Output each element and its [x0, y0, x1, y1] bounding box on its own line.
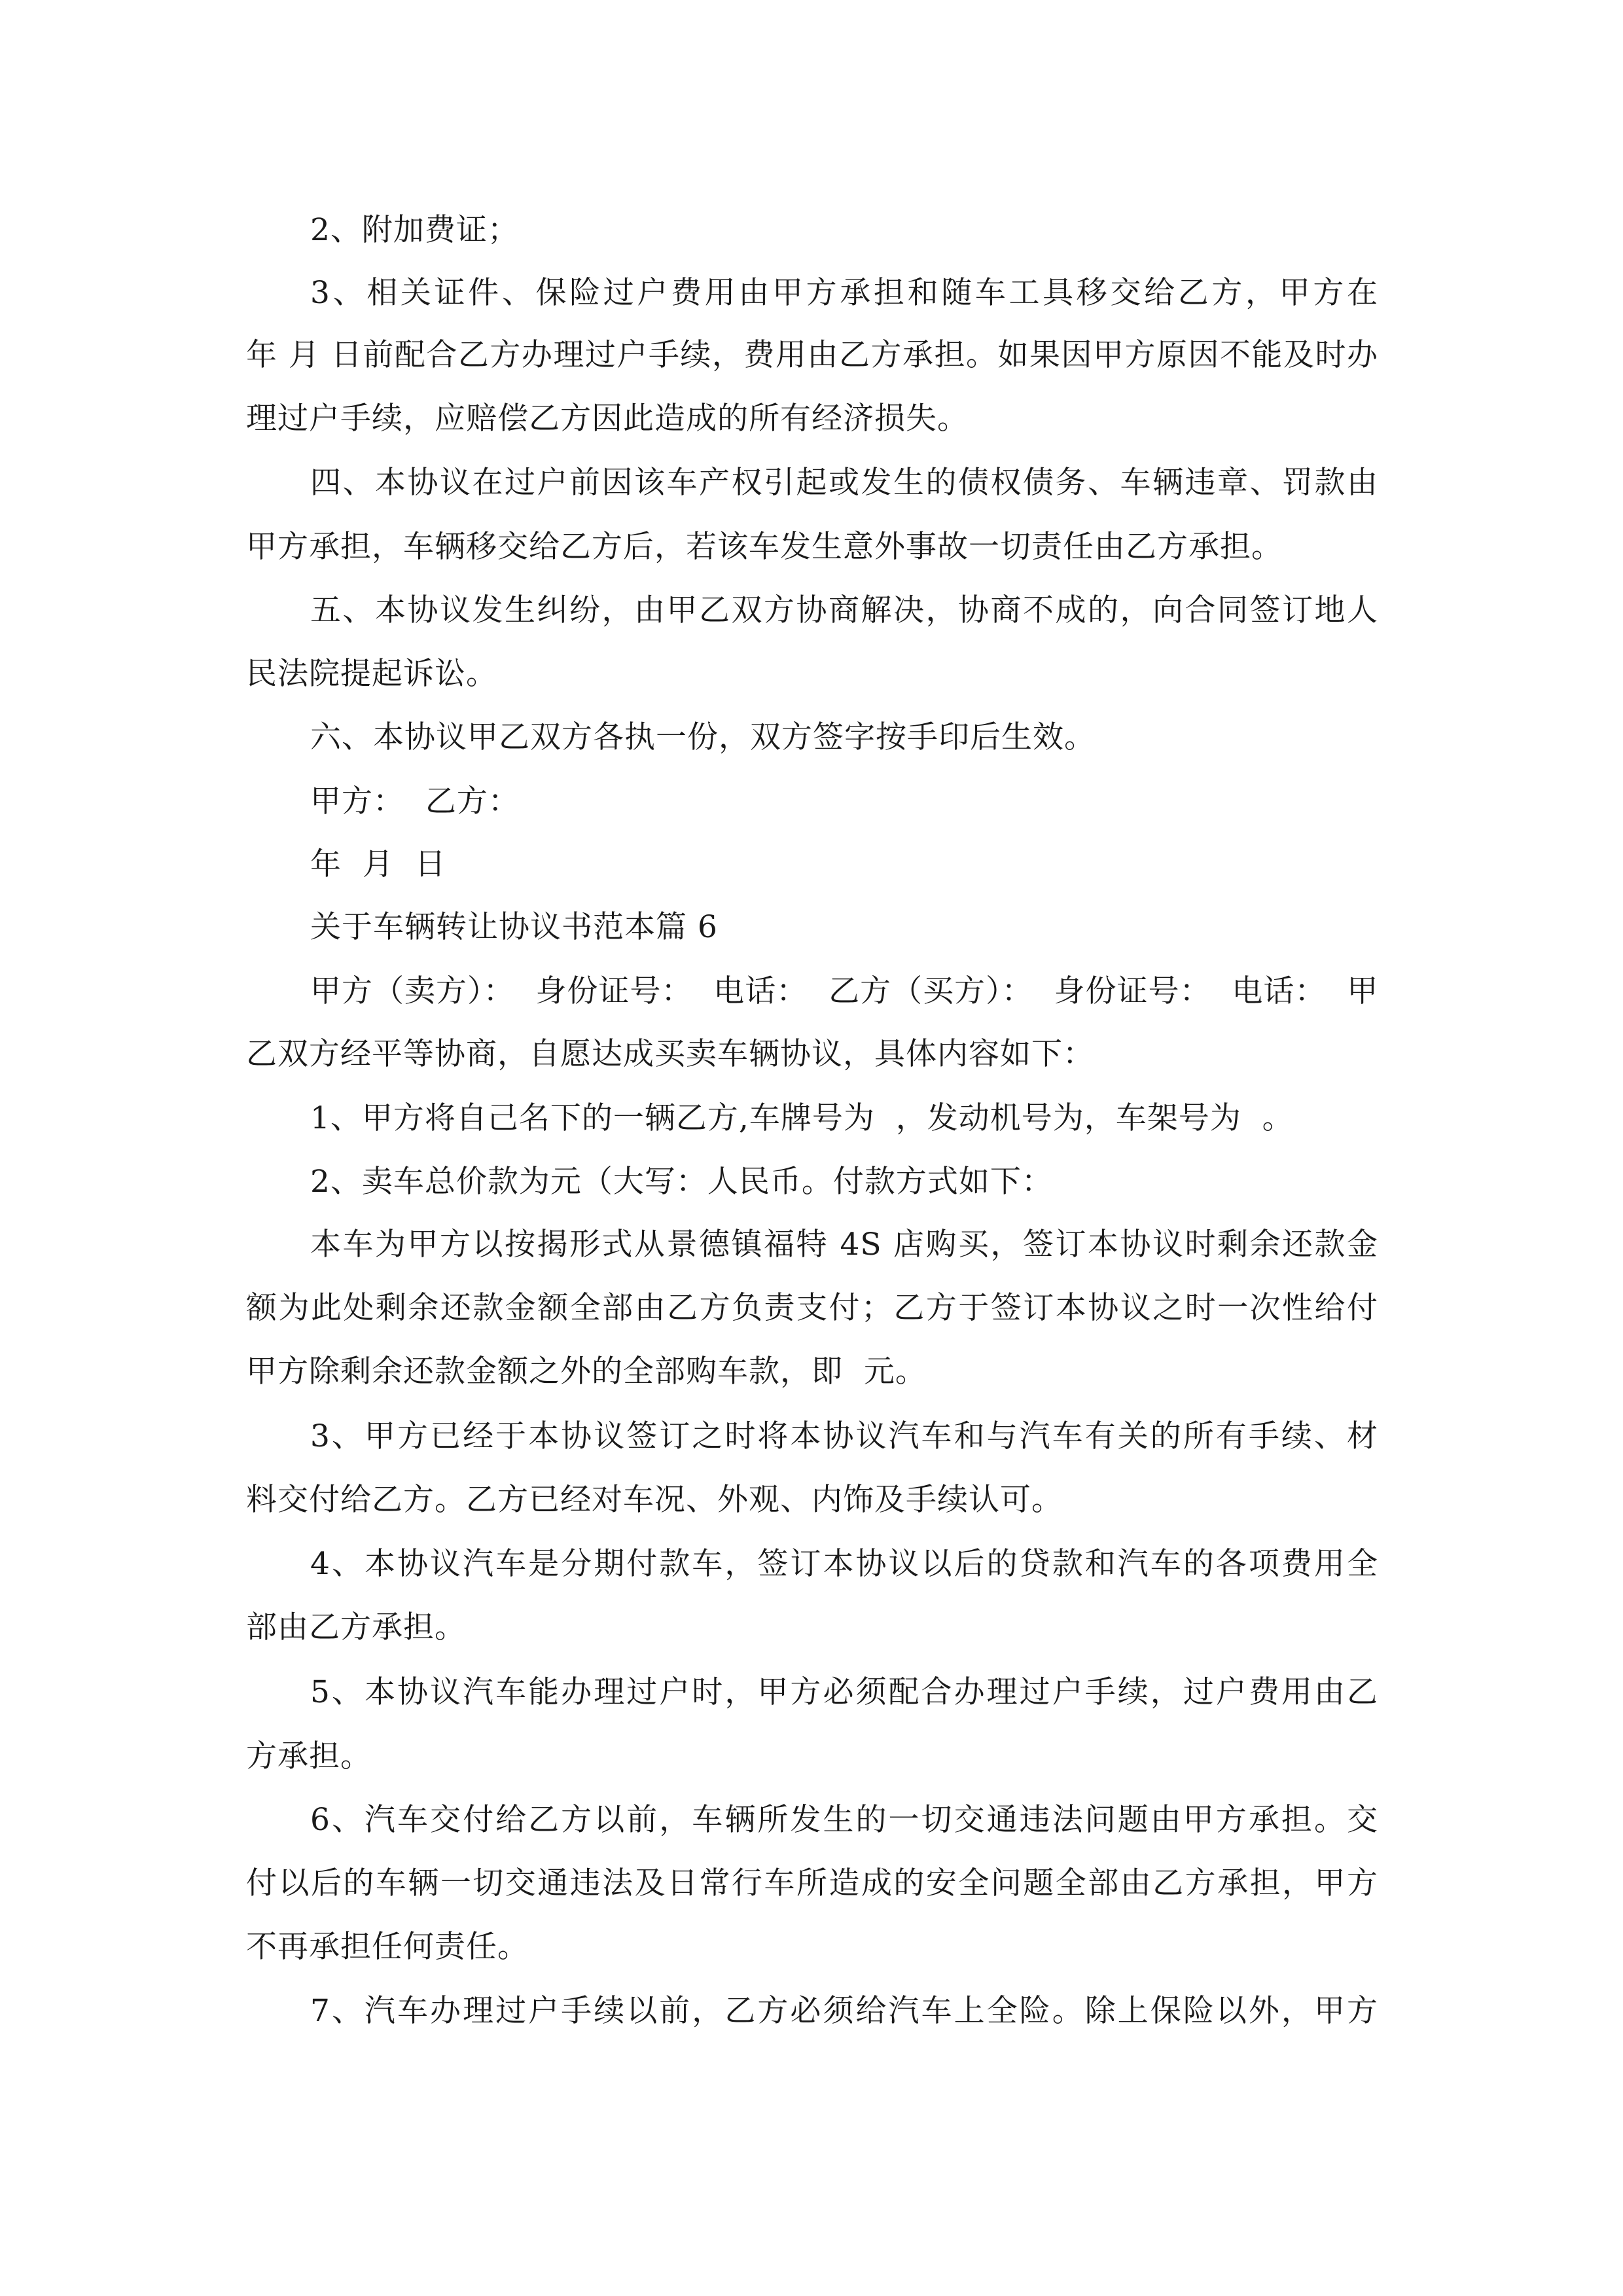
text-line: 理过户手续，应赔偿乙方因此造成的所有经济损失。 [246, 401, 969, 437]
text-line: 2、附加费证； [310, 212, 519, 248]
text-line: 部由乙方承担。 [246, 1609, 466, 1645]
text-line: 1、甲方将自己名下的一辆乙方,车牌号为 ，发动机号为，车架号为 。 [310, 1100, 1294, 1136]
text-line: 料交付给乙方。乙方已经对车况、外观、内饰及手续认可。 [246, 1482, 1063, 1518]
text-line: 6、汽车交付给乙方以前，车辆所发生的一切交通违法问题由甲方承担。交 [310, 1802, 1378, 1838]
text-line: 甲方（卖方）： 身份证号： 电话： 乙方（买方）： 身份证号： 电话： 甲 [310, 973, 1379, 1009]
text-line: 四、本协议在过户前因该车产权引起或发生的债权债务、车辆违章、罚款由 [310, 465, 1378, 501]
text-line: 7、汽车办理过户手续以前，乙方必须给汽车上全险。除上保险以外，甲方 [310, 1993, 1378, 2029]
text-line: 3、甲方已经于本协议签订之时将本协议汽车和与汽车有关的所有手续、材 [310, 1418, 1378, 1454]
section-title: 关于车辆转让协议书范本篇 6 [310, 909, 718, 945]
text-line: 3、相关证件、保险过户费用由甲方承担和随车工具移交给乙方，甲方在 [310, 275, 1378, 311]
text-line: 民法院提起诉讼。 [246, 656, 497, 692]
text-line: 五、本协议发生纠纷，由甲乙双方协商解决，协商不成的，向合同签订地人 [310, 592, 1378, 628]
text-line: 付以后的车辆一切交通违法及日常行车所造成的安全问题全部由乙方承担，甲方 [246, 1865, 1378, 1901]
text-line: 额为此处剩余还款金额全部由乙方负责支付；乙方于签订本协议之时一次性给付 [246, 1290, 1378, 1326]
text-line: 乙双方经平等协商，自愿达成买卖车辆协议，具体内容如下： [246, 1036, 1094, 1072]
document-page [246, 0, 1378, 2296]
text-line: 本车为甲方以按揭形式从景德镇福特 4S 店购买，签订本协议时剩余还款金 [310, 1227, 1378, 1263]
text-line: 甲方承担，车辆移交给乙方后，若该车发生意外事故一切责任由乙方承担。 [246, 529, 1283, 565]
date-line: 年 月 日 [310, 846, 446, 882]
text-line: 年 月 日前配合乙方办理过户手续，费用由乙方承担。如果因甲方原因不能及时办 [246, 337, 1378, 373]
text-line: 不再承担任何责任。 [246, 1929, 529, 1965]
signature-line: 甲方： 乙方： [310, 783, 520, 819]
text-line: 甲方除剩余还款金额之外的全部购车款，即 元。 [246, 1354, 927, 1390]
text-line: 方承担。 [246, 1738, 372, 1774]
text-line: 六、本协议甲乙双方各执一份，双方签字按手印后生效。 [310, 719, 1096, 755]
text-line: 4、本协议汽车是分期付款车，签订本协议以后的贷款和汽车的各项费用全 [310, 1546, 1378, 1582]
text-line: 2、卖车总价款为元（大写：人民币。付款方式如下： [310, 1164, 1053, 1200]
text-line: 5、本协议汽车能办理过户时，甲方必须配合办理过户手续，过户费用由乙 [310, 1674, 1378, 1710]
